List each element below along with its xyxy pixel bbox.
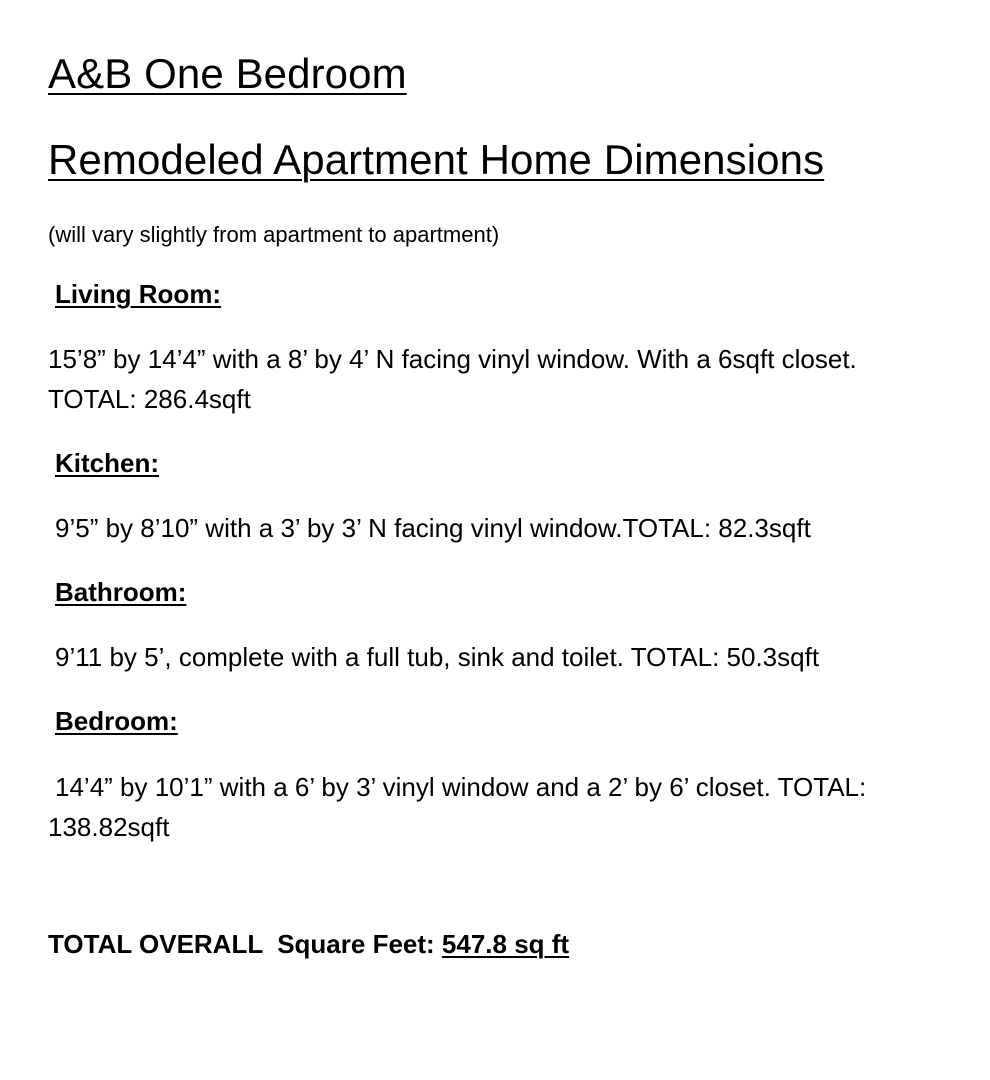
living-room-heading: Living Room: [55,279,222,309]
living-room-dimensions: 15’8” by 14’4” with a 8’ by 4’ N facing vinyl window. With a 6sqft closet. [48,344,857,374]
living-room-total: TOTAL: 286.4sqft [48,384,251,414]
document-title: A&B One Bedroom [48,50,407,97]
living-room-description [48,339,857,419]
bedroom-total: 138.82sqft [48,812,170,842]
bathroom-dimensions: 9’11 by 5’, complete with a full tub, sink and toilet. TOTAL: 50.3sqft [55,642,820,672]
variance-note: (will vary slightly from apartment to apartment) [48,222,500,247]
kitchen-description [55,508,811,548]
bathroom-description [55,637,819,677]
total-overall [48,929,569,960]
document-subtitle: Remodeled Apartment Home Dimensions [48,136,825,183]
total-overall-label: TOTAL OVERALL Square Feet: [48,929,435,959]
kitchen-dimensions: 9’5” by 8’10” with a 3’ by 3’ N facing vinyl window.TOTAL: 82.3sqft [55,513,811,543]
bedroom-heading: Bedroom: [55,706,178,736]
bathroom-heading: Bathroom: [55,577,187,607]
total-overall-value: 547.8 sq ft [441,929,570,959]
bedroom-description [48,767,866,847]
kitchen-heading: Kitchen: [55,448,159,478]
bedroom-dimensions: 14’4” by 10’1” with a 6’ by 3’ vinyl window and a 2’ by 6’ closet. TOTAL: [55,772,867,802]
